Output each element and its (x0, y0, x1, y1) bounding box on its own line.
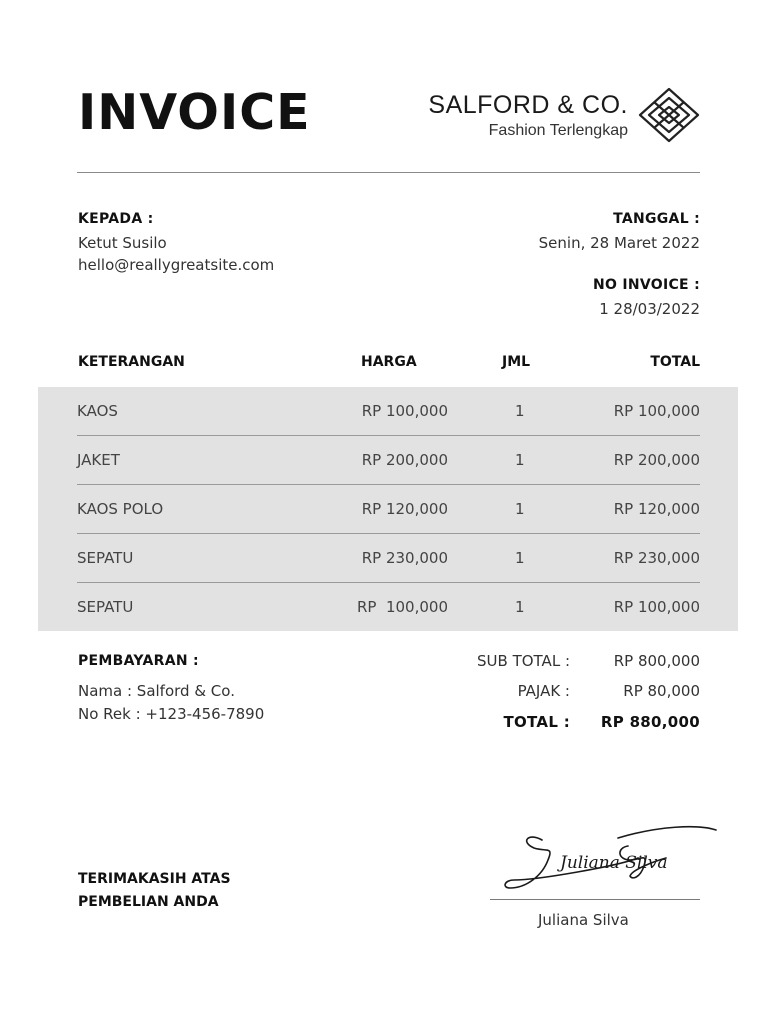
table-row (77, 485, 700, 534)
item-qty: 1 (515, 402, 525, 420)
subtotal-label: SUB TOTAL : (477, 652, 570, 670)
column-header-qty: JML (502, 354, 531, 370)
table-row (77, 534, 700, 583)
tax-value: RP 80,000 (623, 682, 700, 700)
signature-script-text: Juliana Silva (560, 853, 668, 873)
table-row (77, 436, 700, 485)
item-total: RP 100,000 (613, 402, 700, 420)
signature-image (498, 818, 720, 898)
thank-you-line-2: PEMBELIAN ANDA (78, 894, 219, 910)
salford-logo-icon (636, 86, 702, 144)
signer-name: Juliana Silva (538, 911, 629, 929)
table-row (77, 387, 700, 436)
item-description: KAOS (77, 402, 118, 420)
column-header-description: KETERANGAN (78, 354, 185, 370)
table-row (77, 583, 700, 632)
thank-you-line-1: TERIMAKASIH ATAS (78, 871, 231, 887)
bill-to-label: KEPADA : (78, 211, 154, 227)
item-qty: 1 (515, 500, 525, 518)
invoice-number-label: NO INVOICE : (592, 277, 700, 293)
column-header-total: TOTAL (650, 354, 700, 370)
item-total: RP 120,000 (613, 500, 700, 518)
invoice-number-value: 1 28/03/2022 (599, 300, 700, 318)
bill-to-name: Ketut Susilo (78, 234, 167, 252)
item-description: SEPATU (77, 549, 134, 567)
item-total: RP 100,000 (613, 598, 700, 616)
total-label: TOTAL : (503, 713, 570, 731)
item-price: RP 120,000 (361, 500, 448, 518)
tax-label: PAJAK : (517, 682, 570, 700)
item-description: KAOS POLO (77, 500, 164, 518)
item-qty: 1 (515, 451, 525, 469)
subtotal-value: RP 800,000 (613, 652, 700, 670)
date-value: Senin, 28 Maret 2022 (538, 234, 700, 252)
header-divider (77, 172, 700, 173)
brand-name: SALFORD & CO. (428, 91, 628, 119)
item-total: RP 230,000 (613, 549, 700, 567)
payment-name: Nama : Salford & Co. (78, 682, 235, 700)
column-header-price: HARGA (361, 354, 417, 370)
brand-tagline: Fashion Terlengkap (488, 122, 628, 139)
item-qty: 1 (515, 549, 525, 567)
total-value: RP 880,000 (600, 713, 700, 731)
item-description: JAKET (77, 451, 120, 469)
payment-label: PEMBAYARAN : (78, 653, 199, 669)
item-price: RP 230,000 (361, 549, 448, 567)
item-description: SEPATU (77, 598, 134, 616)
item-price: RP 100,000 (356, 598, 448, 616)
item-price: RP 100,000 (361, 402, 448, 420)
bill-to-email: hello@reallygreatsite.com (78, 256, 275, 274)
item-total: RP 200,000 (613, 451, 700, 469)
payment-account: No Rek : +123-456-7890 (78, 705, 265, 723)
item-qty: 1 (515, 598, 525, 616)
date-label: TANGGAL : (613, 211, 700, 227)
invoice-title: INVOICE (78, 84, 311, 141)
item-price: RP 200,000 (361, 451, 448, 469)
signature-line (490, 899, 700, 900)
